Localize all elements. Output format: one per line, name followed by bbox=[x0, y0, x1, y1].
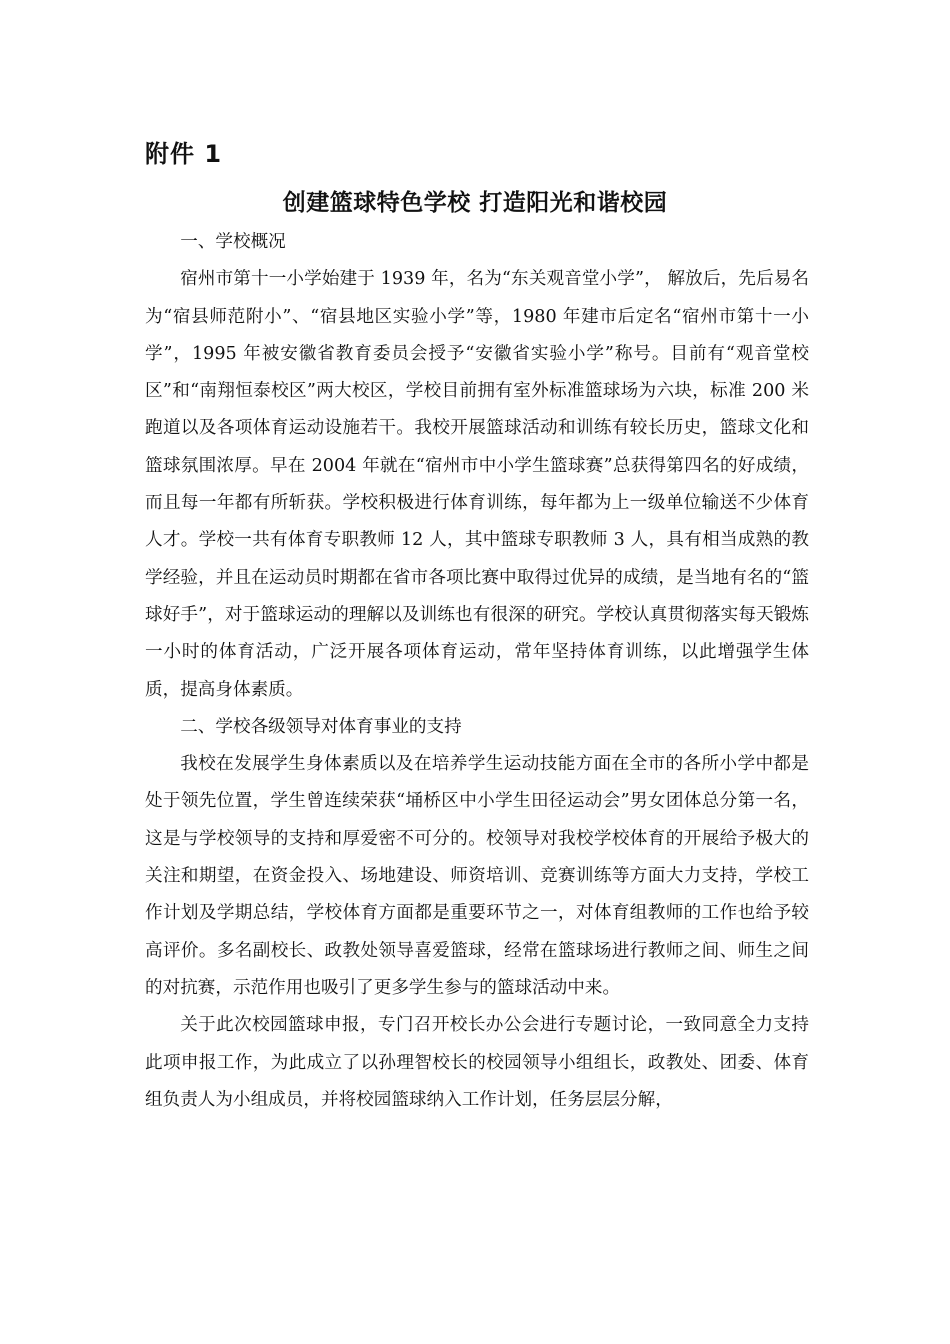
section-heading-overview: 一、学校概况 bbox=[180, 232, 286, 252]
paragraph-leadership-support: 我校在发展学生身体素质以及在培养学生运动技能方面在全市的各所小学中都是处于领先位置，学生曾连续荣获“埇桥区中小学生田径运动会”男女团体总分第一名，这是与学校领导的支持和厚爱密不可分的。校领导对我校学校体育的开展给予极大的关注和期望，在资金投入、场地建设、师资培训、竞赛训练等方面大力支持，学校工作计划及学期总结，学校体育方面都是重要环节之一，对体育组教师的工作也给予较高评价。多名副校长、政教处领导喜爱篮球，经常在篮球场进行教师之间、师生之间的对抗赛，示范作用也吸引了更多学生参与的篮球活动中来。 bbox=[145, 754, 809, 998]
paragraph-overview: 宿州市第十一小学始建于 1939 年，名为“东关观音堂小学”， 解放后，先后易名为“宿县师范附小”、“宿县地区实验小学”等，1980 年建市后定名“宿州市第十一小学”，1995 年被安徽省教育委员会授予“安徽省实验小学”称号。目前有“观音堂校区”和“南翔恒泰校区”两大校区，学校目前拥有室外标准篮球场为六块，标准 200 米跑道以及各项体育运动设施若干。我校开展篮球活动和训练有较长历史，篮球文化和篮球氛围浓厚。早在 2004 年就在“宿州市中小学生篮球赛”总获得第四名的好成绩，而且每一年都有所斩获。学校积极进行体育训练，每年都为上一级单位输送不少体育人才。学校一共有体育专职教师 12 人，其中篮球专职教师 3 人，具有相当成熟的教学经验，并且在运动员时期都在省市各项比赛中取得过优异的成绩，是当地有名的“篮球好手”，对于篮球运动的理解以及训练也有很深的研究。学校认真贯彻落实每天锻炼一小时的体育活动，广泛开展各项体育运动，常年坚持体育训练，以此增强学生体质，提高身体素质。 bbox=[145, 269, 809, 700]
document-title: 创建篮球特色学校 打造阳光和谐校园 bbox=[282, 190, 668, 216]
section-heading-leadership-support: 二、学校各级领导对体育事业的支持 bbox=[180, 716, 462, 737]
attachment-label: 附件 1 bbox=[145, 140, 223, 168]
paragraph-application-support: 关于此次校园篮球申报，专门召开校长办公会进行专题讨论，一致同意全力支持此项申报工作，为此成立了以孙理智校长的校园领导小组组长，政教处、团委、体育组负责人为小组成员，并将校园篮球纳入工作计划，任务层层分解， bbox=[145, 1015, 809, 1110]
document-body bbox=[145, 224, 809, 1119]
